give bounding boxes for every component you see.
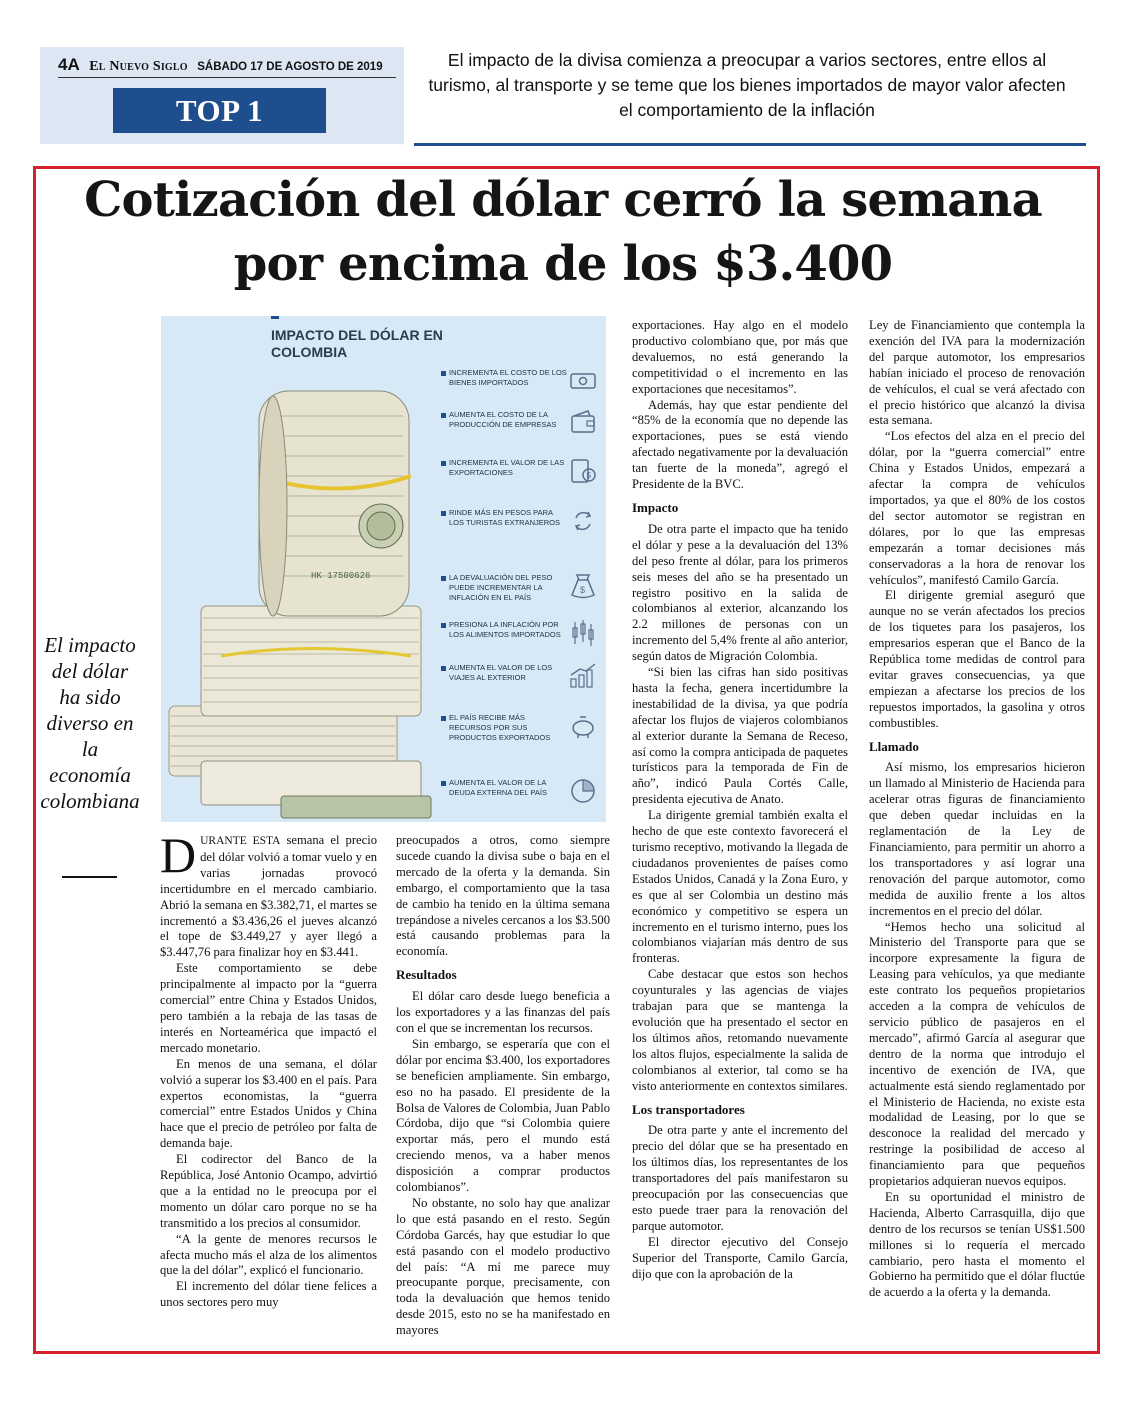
lead-paragraph xyxy=(160,827,378,961)
paragraph: El dólar caro desde luego beneficia a los exportadores y a las finanzas del país con el que se incrementan los recursos. xyxy=(396,989,610,1035)
deck-rule xyxy=(414,143,1086,146)
pull-quote: El impacto del dólar ha sido diverso en la economía colombiana xyxy=(40,633,140,813)
article-column-3 xyxy=(632,318,848,1282)
infographic-item-label: INCREMENTA EL COSTO DE LOS BIENES IMPORTADOS xyxy=(449,368,567,387)
infographic-item xyxy=(441,663,601,703)
infographic-item-label: RINDE MÁS EN PESOS PARA LOS TURISTAS EXTRANJEROS xyxy=(449,508,560,527)
subhead-resultados: Resultados xyxy=(396,967,457,983)
bullet-square xyxy=(441,576,446,581)
infographic-item-label: AUMENTA EL VALOR DE LOS VIAJES AL EXTERIOR xyxy=(449,663,553,682)
bullet-square xyxy=(441,716,446,721)
lead-text: semana el precio del dólar volvió a tomar vuelo y en varias jornadas provocó incertidumbre en el mercado cambiario. Abrió la semana en $3.382,71, el martes se incrementó a $3.436,26 el jueves alcanzó el tope de $3.449,27 y ayer llegó a $3.447,76 para finalizar hoy en $3.441. xyxy=(160,833,378,960)
infographic-item-label: AUMENTA EL VALOR DE LA DEUDA EXTERNA DEL PAÍS xyxy=(449,778,547,797)
paragraph: Además, hay que estar pendiente del “85% de la economía que no depende las exportaciones, pues se está viendo afectado negativamente por la devaluación tan fuerte de la moneda”, agregó el Presidente de la BVC. xyxy=(632,397,848,492)
paragraph: En su oportunidad el ministro de Hacienda, Alberto Carrasquilla, dijo que dentro de los recursos se tenían US$1.500 millones si lo requería el mercado cambiario, pero hasta el momento el Gobierno ha permitido que el dólar fluctúe de acuerdo a la oferta y la demanda. xyxy=(869,1189,1085,1300)
bullet-square xyxy=(441,781,446,786)
infographic-item xyxy=(441,368,601,408)
paragraph: “A la gente de menores recursos le afecta mucho más el alza de los alimentos que la del dólar”, explicó el funcionario. xyxy=(160,1231,377,1278)
paragraph: El incremento del dólar tiene felices a unos sectores pero muy xyxy=(160,1279,377,1310)
growth-chart-icon xyxy=(568,661,598,691)
pie-chart-icon xyxy=(568,776,598,806)
infographic-item xyxy=(441,508,601,548)
paragraph: De otra parte el impacto que ha tenido el dólar y pese a la devaluación del 13% del peso frente al dólar, para los primeros seis meses del año se ha presentado un registro positivo en la salida de colombianos al exterior, alcanzando los 2.2 millones de personas con un incremento del 5,4% frente al año anterior, según datos de Migración Colombia. xyxy=(632,521,848,664)
page-number: 4A xyxy=(58,55,80,74)
infographic-item-label: PRESIONA LA INFLACIÓN POR LOS ALIMENTOS IMPORTADOS xyxy=(449,620,561,639)
article-column-1 xyxy=(160,827,378,1311)
paragraph: Ley de Financiamiento que contempla la exención del IVA para la modernización del parque automotor, los empresarios habían iniciado el proceso de renovación de vehículos, el cual se verá afectado con el precio histórico que alcanzó la divisa esta semana. xyxy=(869,318,1085,428)
paragraph: exportaciones. Hay algo en el modelo productivo colombiano que, por más que devaluemos, no está generando la competitividad o el incremento en las exportaciones que necesitamos”. xyxy=(632,318,848,396)
lead-caps: URANTE ESTA xyxy=(200,835,281,847)
svg-text:$: $ xyxy=(586,471,591,480)
paragraph: Así mismo, los empresarios hicieron un llamado al Ministerio de Hacienda para acelerar otras figuras de financiamiento que deben quedar incluidas en la reglamentación de la Ley de Financiamiento, para permitir un ahorro a los transportadores y así lograr una renovación del parque automotor, como medida de auxilio frente a los altos incrementos en el precio del dólar. xyxy=(869,760,1085,918)
paragraph: El director ejecutivo del Consejo Superior del Transporte, Camilo García, dijo que con la aprobación de la xyxy=(632,1234,848,1281)
article-column-2 xyxy=(396,833,610,1339)
exchange-icon xyxy=(568,506,598,536)
bill-stack-middle xyxy=(201,606,421,716)
money-bag-icon xyxy=(568,571,598,601)
rolled-bill xyxy=(259,391,411,616)
infographic-item xyxy=(441,778,601,818)
paragraph: Cabe destacar que estos son hechos coyunturales y las agencias de viajes trabajan para que se mantenga la evolución que ha presentado el sector en los últimos años, retomando nuevamente los altos flujos, especialmente la salida de colombianos al exterior, tal como se ha visto anteriormente en contextos similares. xyxy=(632,967,848,1093)
paragraph: La dirigente gremial también exalta el hecho de que este contexto favorecerá el turismo receptivo, motivando la llegada de ciudadanos provenientes de países como Estados Unidos, Canadá y la Zona Euro, y es que al ser Colombia un destino más económico y competitivo se espera un incremento en el turismo interno, pues los colombianos viajarían más dentro de sus fronteras. xyxy=(632,808,848,966)
paragraph: No obstante, no solo hay que analizar lo que está pasando en el resto. Según Córdoba Garcés, hay que estudiar lo que está pasando con el modelo productivo del país: “A mí me parece muy preocupante porque, precisamente, con toda la devaluación que hemos tenido desde 2015, esto no se ha manifestado en mayores xyxy=(396,1195,610,1338)
banknote-icon xyxy=(568,366,598,396)
folio-line xyxy=(58,55,383,75)
bill-serial: HK 17500626 xyxy=(311,571,371,581)
infographic-item-label: INCREMENTA EL VALOR DE LAS EXPORTACIONES xyxy=(449,458,565,477)
paragraph: De otra parte y ante el incremento del precio del dólar que se ha presentado en los últimos días, los representantes de los transportadores del país manifestaron su preocupación por las consecuencias que esto puede traer para la renovación del parque automotor. xyxy=(632,1123,848,1233)
infographic-item xyxy=(441,713,601,753)
article-column-4 xyxy=(869,318,1085,1301)
infographic xyxy=(161,316,606,822)
paragraph: “Si bien las cifras han sido positivas hasta la fecha, genera incertidumbre la inestabilidad de la divisa, ya que podría afectar los flujos de viajeros colombianos al exterior durante la Semana de Receso, así como la compra anticipada de paquetes turísticos para la temporada de Fin de año”, indicó Paula Cortés Calle, presidenta ejecutiva de Anato. xyxy=(632,665,848,807)
bullet-square xyxy=(441,511,446,516)
subhead-llamado: Llamado xyxy=(869,738,919,754)
infographic-item xyxy=(441,458,601,498)
subhead-impacto: Impacto xyxy=(632,499,679,515)
coins-icon xyxy=(568,456,598,486)
paragraph: El codirector del Banco de la República, José Antonio Ocampo, advirtió que a la entidad no le preocupa por el momento un dólar caro porque no se ha transmitido a los precios al consumidor. xyxy=(160,1152,377,1230)
drop-cap: D xyxy=(160,827,197,883)
bullet-square xyxy=(441,623,446,628)
bullet-square xyxy=(441,413,446,418)
headline: Cotización del dólar cerró la semana por encima de los $3.400 xyxy=(84,172,1042,292)
masthead: El Nuevo Siglo xyxy=(89,59,188,74)
paragraph: El dirigente gremial aseguró que aunque no se verán afectados los precios de los tiquetes para los pasajeros, los empresarios esperan que el Banco de la República tome medidas de control para evitar graves consecuencias, ya que empiezan a afectarse los precios de los repuestos importados, la gasolina y otros combustibles. xyxy=(869,588,1085,730)
paragraph: En menos de una semana, el dólar volvió a superar los $3.400 en el país. Para expertos economistas, la “guerra comercial” entre Estados Unidos y China hace que el precio de petróleo por falta de demanda baje. xyxy=(160,1056,377,1151)
folio-rule xyxy=(58,77,396,78)
paragraph: “Los efectos del alza en el precio del dólar, por la “guerra comercial” entre China y Estados Unidos, empezará a afectar la compra de vehículos importados, ya que el 80% de los costos del sector automotor se registran en dólares, por lo que las empresas empezarán a tomar decisiones más conservadoras a la hora de renovar los vehículos”, manifestó Camilo García. xyxy=(869,429,1085,587)
paragraph: “Hemos hecho una solicitud al Ministerio del Transporte para que se incorpore expresamente la figura de Leasing para vehículos, ya que mediante este contrato los pequeños propietarios acceden a la compra de vehículos de servicio público de pasajeros en el mercado”, afirmó García al asegurar que dentro de la norma que introdujo el incentivo de exención de IVA, que actualmente está siendo reglamentado por el Ministerio de Hacienda, no existe esta modalidad de Leasing, por lo que se desconoce la realidad del mercado y restringe la posibilidad de acceso al financiamiento para que pequeños propietarios adquieran nuevos equipos. xyxy=(869,919,1085,1189)
infographic-item-label: AUMENTA EL COSTO DE LA PRODUCCIÓN DE EMPRESAS xyxy=(449,410,557,429)
svg-text:$: $ xyxy=(580,585,586,595)
infographic-item xyxy=(441,410,601,450)
infographic-item xyxy=(441,573,601,613)
deck-summary: El impacto de la divisa comienza a preocupar a varios sectores, entre ellos al turismo, al transporte y se teme que los bienes importados de mayor valor afecten el comportamiento de la inflación xyxy=(428,50,1066,120)
issue-date: SÁBADO 17 DE AGOSTO DE 2019 xyxy=(197,61,383,73)
bullet-square xyxy=(441,461,446,466)
paragraph: Sin embargo, se esperaría que con el dólar por encima $3.400, los exportadores se beneficien ampliamente. Sin embargo, eso no ha pasado. El presidente de la Bolsa de Valores de Colombia, Juan Pablo Córdoba, dijo que “si Colombia quiere exportar más, pero el mundo está creciendo menos, va a haber menos disposición a comprar productos colombianos”. xyxy=(396,1036,610,1195)
infographic-item-label: EL PAÍS RECIBE MÁS RECURSOS POR SUS PRODUCTOS EXPORTADOS xyxy=(449,713,551,742)
infographic-title: IMPACTO DEL DÓLAR EN COLOMBIA xyxy=(271,327,443,360)
pull-quote-rule xyxy=(62,876,117,878)
wallet-icon xyxy=(568,408,598,438)
paragraph: Este comportamiento se debe principalmente al impacto por la “guerra comercial” entre China y Estados Unidos, pero también a la rebaja de las tasas de interés en Norteamérica que impactó el mercado monetario. xyxy=(160,961,377,1055)
subhead-transportadores: Los transportadores xyxy=(632,1101,745,1117)
section-badge: TOP 1 xyxy=(113,88,326,133)
candlestick-icon xyxy=(568,618,598,648)
piggy-bank-icon xyxy=(568,711,598,741)
infographic-accent-bar xyxy=(271,316,279,319)
money-stack-illustration xyxy=(161,356,441,822)
bullet-square xyxy=(441,371,446,376)
infographic-item-label: LA DEVALUACIÓN DEL PESO PUEDE INCREMENTAR LA INFLACIÓN EN EL PAÍS xyxy=(449,573,553,602)
bullet-square xyxy=(441,666,446,671)
paragraph: preocupados a otros, como siempre sucede cuando la divisa sube o baja en el mercado de la oferta y la demanda. Sin embargo, el comportamiento que la tasa de cambio ha tenido en la última semana trepándose a niveles cercanos a los $3.500 está causando problemas para la economía. xyxy=(396,833,610,959)
infographic-item xyxy=(441,620,601,660)
